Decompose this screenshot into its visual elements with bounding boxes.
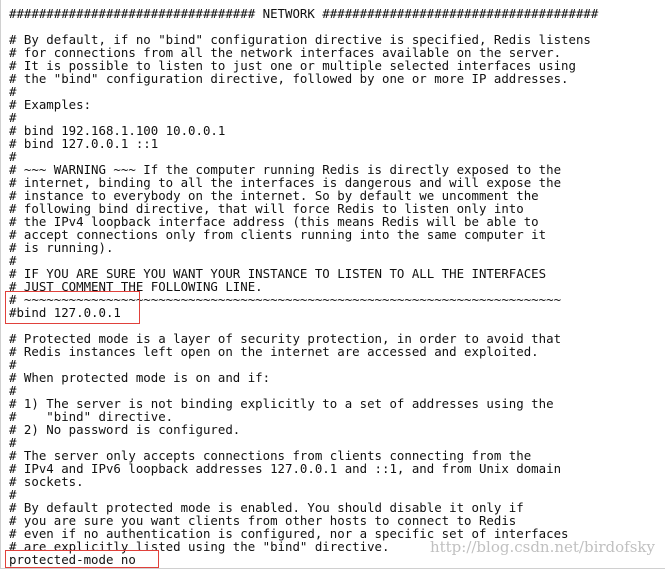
config-line: # bind 192.168.1.100 10.0.0.1 bbox=[9, 123, 226, 138]
watermark: http://blog.csdn.net/birdofsky bbox=[429, 538, 655, 556]
config-line: # is running). bbox=[9, 240, 114, 255]
config-line: # bbox=[9, 149, 17, 164]
config-line: # ~~~~~~~~~~~~~~~~~~~~~~~~~~~~~~~~~~~~~~~~~~~~~~~~~~~~~~~~~~~~~~~~~~~~~~~~ bbox=[9, 292, 562, 307]
config-line: # IPv4 and IPv6 loopback addresses 127.0.0.1 and ::1, and from Unix domain bbox=[9, 461, 562, 476]
config-line: # for connections from all the network interfaces available on the server. bbox=[9, 45, 562, 60]
config-line: # 2) No password is configured. bbox=[9, 422, 241, 437]
config-line: # Redis instances left open on the internet are accessed and exploited. bbox=[9, 344, 539, 359]
config-line: # bbox=[9, 487, 17, 502]
config-line: # By default protected mode is enabled. You should disable it only if bbox=[9, 500, 524, 515]
config-line: # bbox=[9, 357, 17, 372]
config-line: # By default, if no "bind" configuration directive is specified, Redis listens bbox=[9, 32, 591, 47]
config-line: # Protected mode is a layer of security protection, in order to avoid that bbox=[9, 331, 562, 346]
config-line: # accept connections only from clients running into the same computer it bbox=[9, 227, 547, 242]
config-code-area[interactable] bbox=[9, 7, 598, 566]
config-line: # JUST COMMENT THE FOLLOWING LINE. bbox=[9, 279, 263, 294]
config-line: # the "bind" configuration directive, followed by one or more IP addresses. bbox=[9, 71, 569, 86]
config-line: # "bind" directive. bbox=[9, 409, 174, 424]
config-line: # you are sure you want clients from other hosts to connect to Redis bbox=[9, 513, 517, 528]
config-line: # even if no authentication is configured, nor a specific set of interfaces bbox=[9, 526, 569, 541]
config-line: # It is possible to listen to just one or multiple selected interfaces using bbox=[9, 58, 576, 73]
config-line: # instance to everybody on the internet. So by default we uncomment the bbox=[9, 188, 539, 203]
config-line: # are explicitly listed using the "bind" directive. bbox=[9, 539, 390, 554]
config-line: # The server only accepts connections from clients connecting from the bbox=[9, 448, 532, 463]
bind-directive-line: #bind 127.0.0.1 bbox=[9, 305, 121, 320]
protected-mode-line: protected-mode no bbox=[9, 552, 136, 567]
config-line: # bbox=[9, 84, 17, 99]
config-line: # bind 127.0.0.1 ::1 bbox=[9, 136, 159, 151]
config-line: # bbox=[9, 110, 17, 125]
config-line: ################################# NETWORK ##################################### bbox=[9, 6, 599, 21]
config-line: # IF YOU ARE SURE YOU WANT YOUR INSTANCE TO LISTEN TO ALL THE INTERFACES bbox=[9, 266, 547, 281]
config-line: # When protected mode is on and if: bbox=[9, 370, 271, 385]
config-line: # bbox=[9, 435, 17, 450]
config-line: # bbox=[9, 383, 17, 398]
config-line: # the IPv4 loopback interface address (this means Redis will be able to bbox=[9, 214, 539, 229]
config-line: # ~~~ WARNING ~~~ If the computer running Redis is directly exposed to the bbox=[9, 162, 562, 177]
config-line: # following bind directive, that will force Redis to listen only into bbox=[9, 201, 524, 216]
config-line: # sockets. bbox=[9, 474, 84, 489]
config-line: # 1) The server is not binding explicitly to a set of addresses using the bbox=[9, 396, 554, 411]
config-line: # internet, binding to all the interfaces is dangerous and will expose the bbox=[9, 175, 562, 190]
config-line: # bbox=[9, 253, 17, 268]
config-line: # Examples: bbox=[9, 97, 92, 112]
